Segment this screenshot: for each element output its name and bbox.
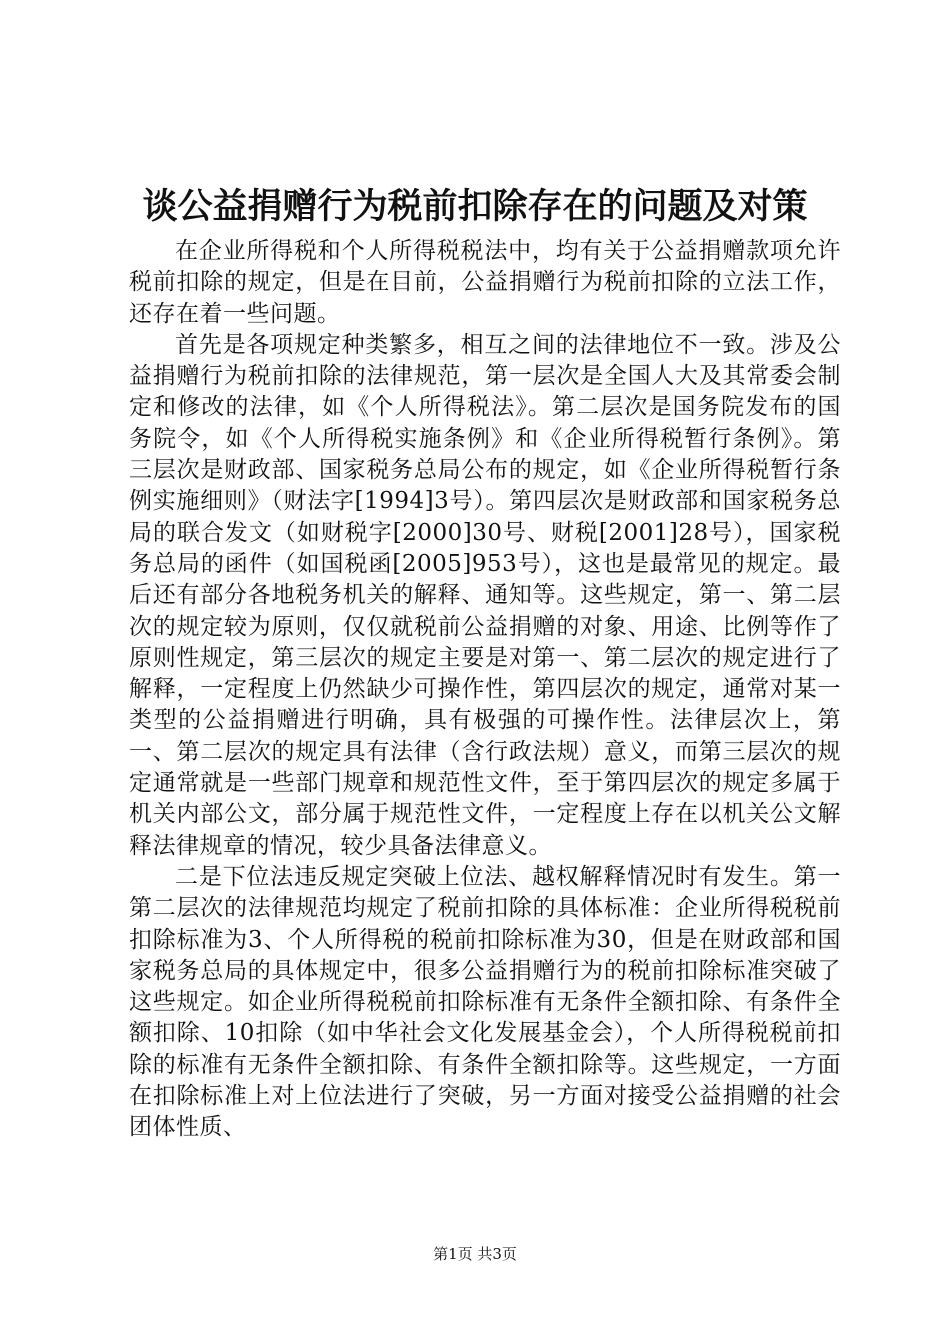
document-title: 谈公益捐赠行为税前扣除存在的问题及对策	[142, 186, 808, 227]
paragraph-first-issue: 首先是各项规定种类繁多，相互之间的法律地位不一致。涉及公益捐赠行为税前扣除的法律规范，第一层次是全国人大及其常委会制定和修改的法律，如《个人所得税法》。第二层次是国务院发布的国务院令，如《个人所得税实施条例》和《企业所得税暂行条例》。第三层次是财政部、国家税务总局公布的规定，如《企业所得税暂行条例实施细则》（财法字[1994]3号）。第四层次是财政部和国家税务总局的联合发文（如财税字[2000]30号、财税[2001]28号），国家税务总局的函件（如国税函[2005]953号），这也是最常见的规定。最后还有部分各地税务机关的解释、通知等。这些规定，第一、第二层次的规定较为原则，仅仅就税前公益捐赠的对象、用途、比例等作了原则性规定，第三层次的规定主要是对第一、第二层次的规定进行了解释，一定程度上仍然缺少可操作性，第四层次的规定，通常对某一类型的公益捐赠进行明确，具有极强的可操作性。法律层次上，第一、第二层次的规定具有法律（含行政法规）意义，而第三层次的规定通常就是一些部门规章和规范性文件，至于第四层次的规定多属于机关内部公文，部分属于规范性文件，一定程度上存在以机关公文解释法律规章的情况，较少具备法律意义。	[129, 331, 841, 859]
document-body	[129, 236, 841, 1144]
page-footer: 第1页 共3页	[433, 1245, 517, 1263]
paragraph-intro: 在企业所得税和个人所得税税法中，均有关于公益捐赠款项允许税前扣除的规定，但是在目前，公益捐赠行为税前扣除的立法工作，还存在着一些问题。	[129, 238, 841, 327]
paragraph-second-issue: 二是下位法违反规定突破上位法、越权解释情况时有发生。第一第二层次的法律规范均规定了税前扣除的具体标准：企业所得税税前扣除标准为3、个人所得税的税前扣除标准为30，但是在财政部和国家税务总局的具体规定中，很多公益捐赠行为的税前扣除标准突破了这些规定。如企业所得税税前扣除标准有无条件全额扣除、有条件全额扣除、10扣除（如中华社会文化发展基金会），个人所得税税前扣除的标准有无条件全额扣除、有条件全额扣除等。这些规定，一方面在扣除标准上对上位法进行了突破，另一方面对接受公益捐赠的社会团体性质、	[129, 863, 841, 1141]
